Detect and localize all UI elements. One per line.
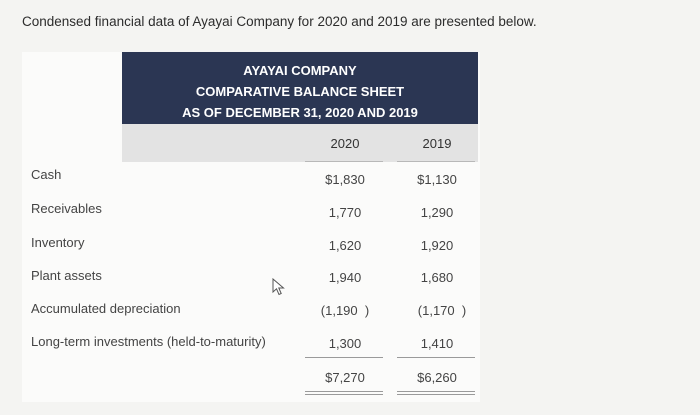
balance-sheet (22, 52, 480, 402)
cash-2019: $1,130 (417, 172, 457, 187)
subtotal-rule-2020 (305, 357, 383, 358)
plant-assets-2019: 1,680 (420, 270, 454, 285)
column-header-2020: 2020 (330, 136, 360, 151)
total-double-rule-top-2020 (305, 391, 383, 392)
long-term-investments-2020: 1,300 (328, 336, 362, 351)
row-label-cash: Cash (31, 167, 62, 182)
row-label-plant-assets: Plant assets (31, 268, 102, 283)
mouse-pointer-icon (272, 278, 286, 296)
row-label-inventory: Inventory (31, 235, 85, 250)
total-double-rule-bottom-2020 (305, 394, 383, 395)
inventory-2020: 1,620 (328, 238, 362, 253)
total-2019: $6,260 (417, 370, 457, 385)
accumulated-depreciation-2019: (1,170 ) (417, 303, 467, 318)
header-rule-2019 (397, 161, 475, 162)
total-double-rule-bottom-2019 (397, 394, 475, 395)
column-header-2019: 2019 (422, 136, 452, 151)
row-label-receivables: Receivables (31, 201, 102, 216)
cash-2020: $1,830 (325, 172, 365, 187)
inventory-2019: 1,920 (420, 238, 454, 253)
intro-text: Condensed financial data of Ayayai Company for 2020 and 2019 are presented below. (22, 14, 537, 29)
statement-date: AS OF DECEMBER 31, 2020 AND 2019 (182, 105, 418, 120)
company-name: AYAYAI COMPANY (243, 63, 357, 78)
subtotal-rule-2019 (397, 357, 475, 358)
statement-header (122, 52, 478, 124)
total-double-rule-top-2019 (397, 391, 475, 392)
total-2020: $7,270 (325, 370, 365, 385)
accumulated-depreciation-2020: (1,190 ) (320, 303, 370, 318)
long-term-investments-2019: 1,410 (420, 336, 454, 351)
statement-title: COMPARATIVE BALANCE SHEET (195, 84, 405, 99)
row-label-long-term-investments: Long-term investments (held-to-maturity) (31, 334, 266, 349)
receivables-2020: 1,770 (328, 205, 362, 220)
row-label-accumulated-depreciation: Accumulated depreciation (31, 301, 181, 316)
receivables-2019: 1,290 (420, 205, 454, 220)
header-rule-2020 (305, 161, 383, 162)
plant-assets-2020: 1,940 (328, 270, 362, 285)
